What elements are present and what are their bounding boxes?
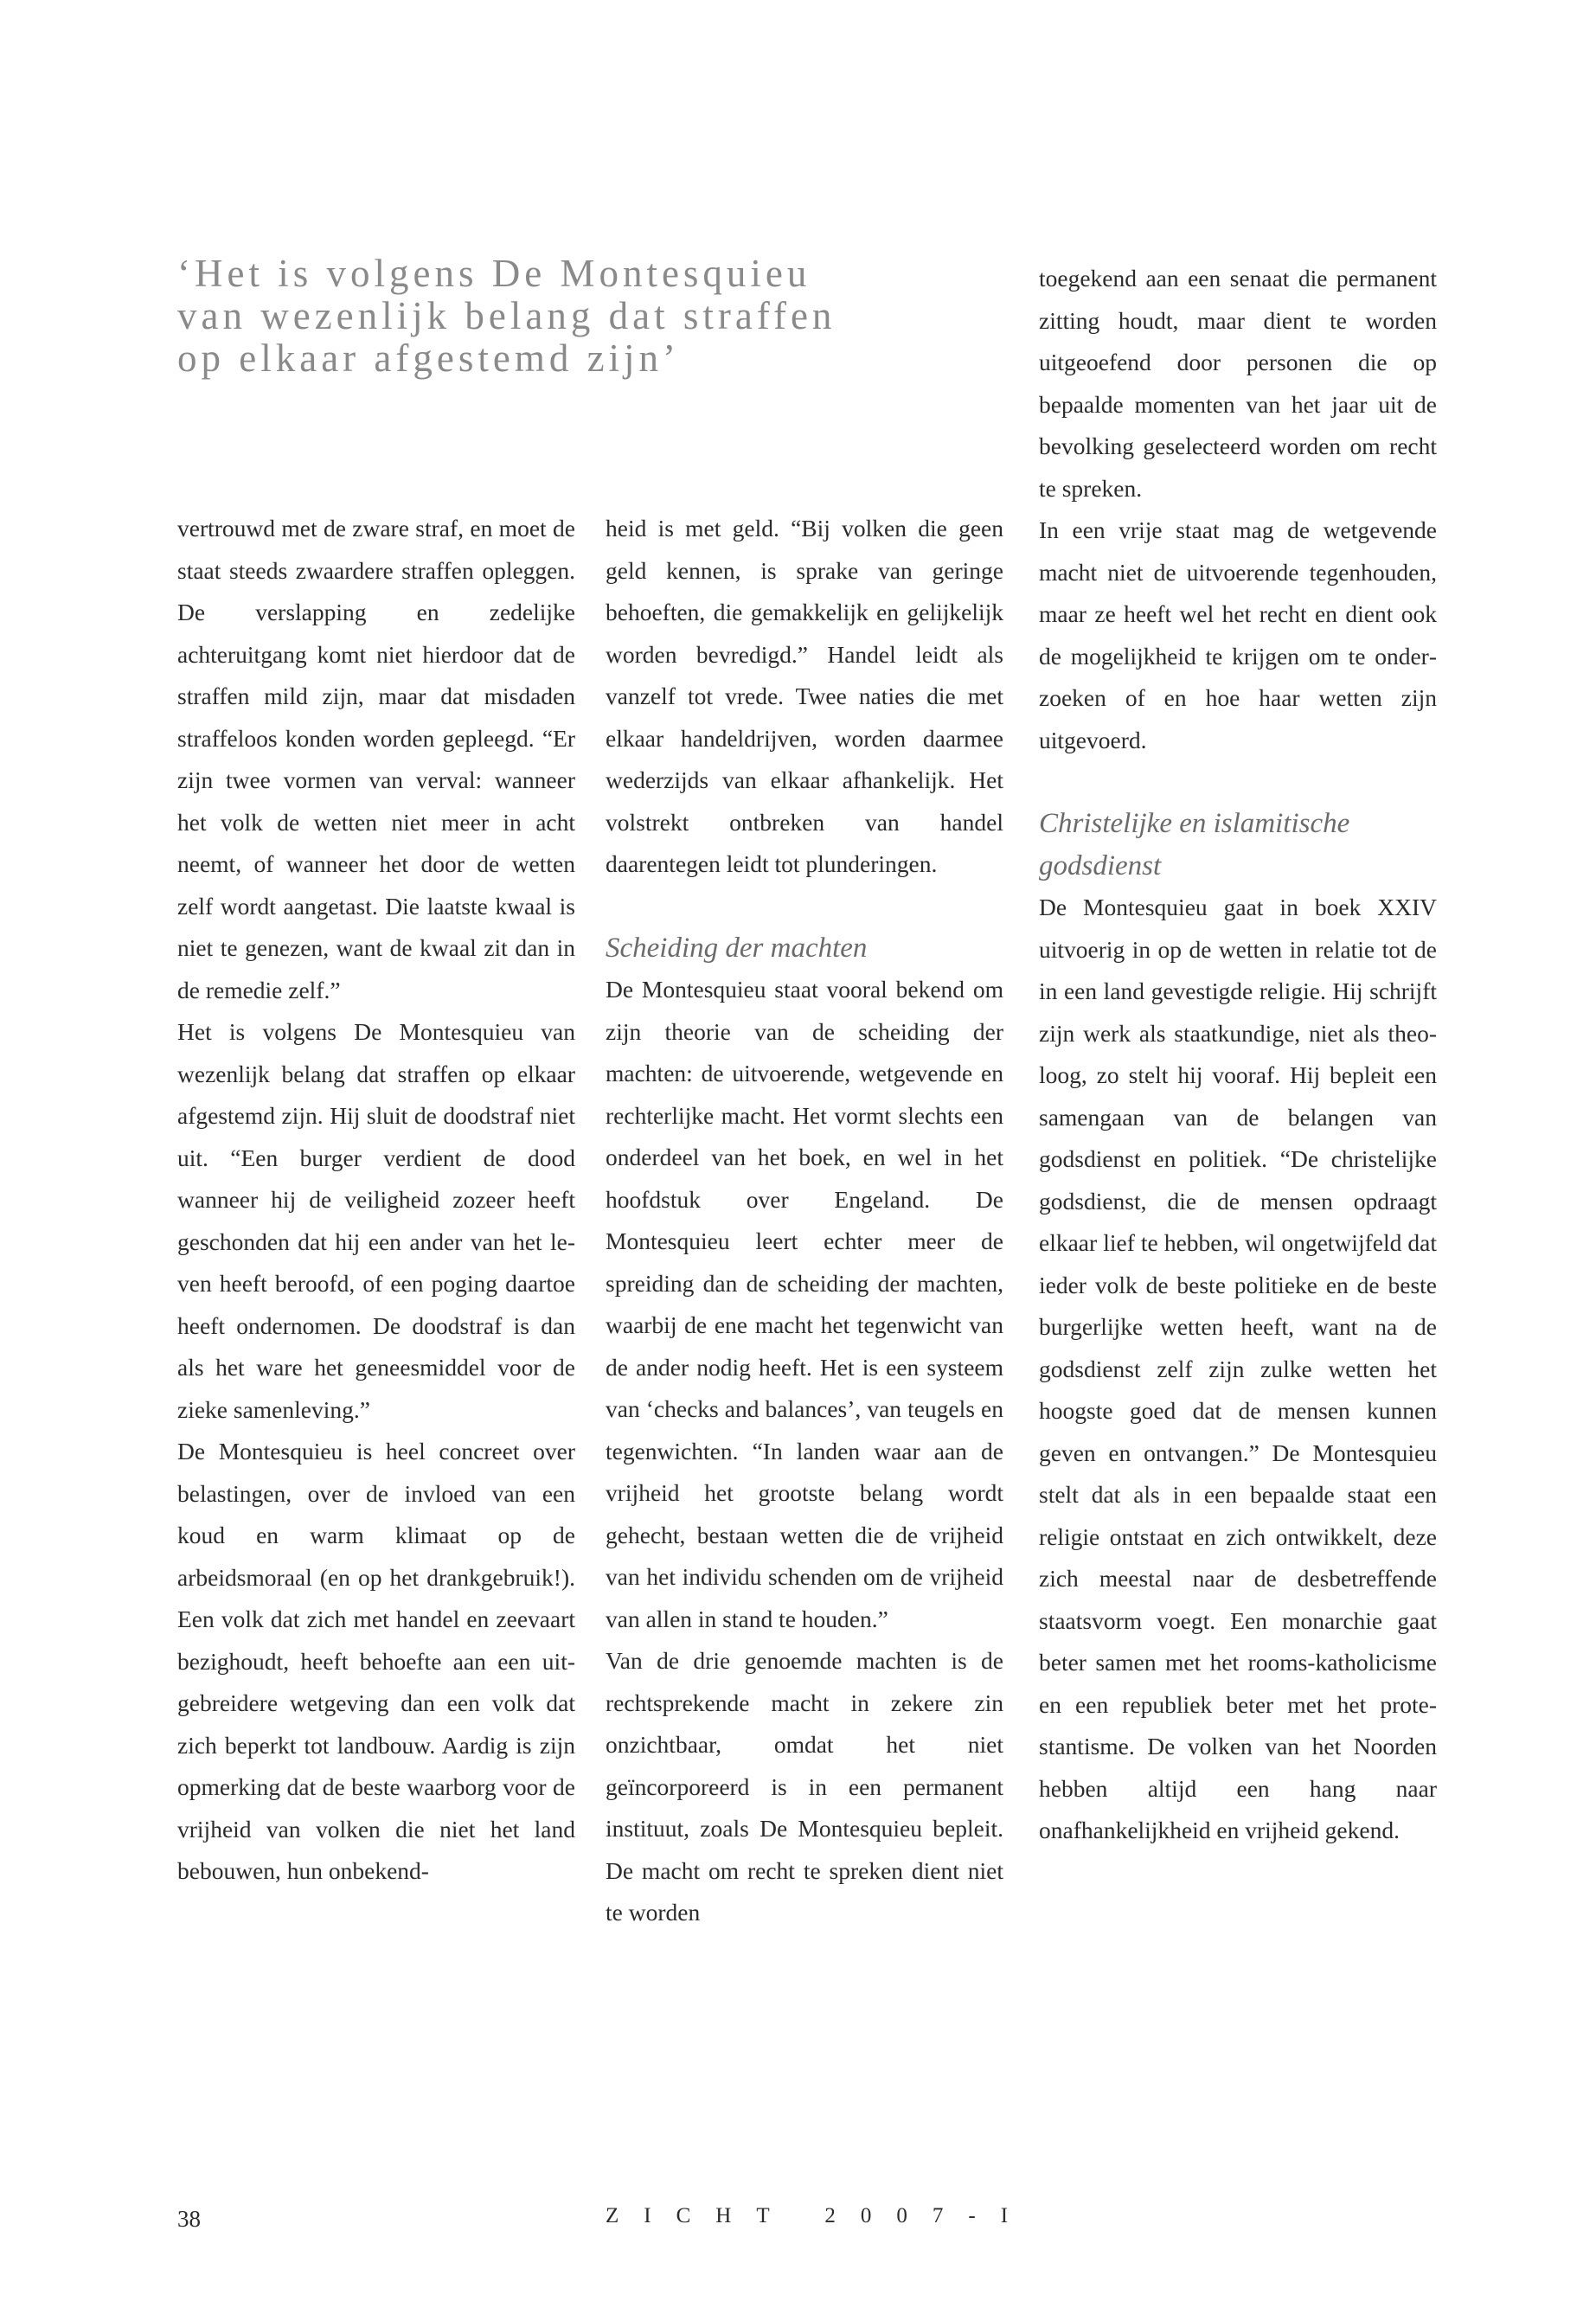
paragraph: In een vrije staat mag de wetgevende macht niet de uitvoerende tegenhouden, maar ze heeft wel het recht en dient ook de mogelijkheid te krijgen om te onderzoeken of en hoe haar wetten zijn uitgevoerd. — [1039, 516, 1437, 753]
paragraph: Van de drie genoemde machten is de rechtsprekende macht in zekere zin onzichtbaar, omdat het niet geïncorporeerd is in een permanent instituut, zoals De Montesquieu bepleit. De macht om recht te spreken dient niet te worden — [606, 1647, 1003, 1926]
paragraph: toegekend aan een senaat die permanent zitting houdt, maar dient te worden uitgeoefend door personen die op bepaalde momenten van het jaar uit de bevolking geselecteerd worden om recht te spreken. — [1039, 265, 1437, 502]
section-heading-scheiding: Scheiding der machten — [606, 932, 868, 964]
pull-quote — [177, 253, 990, 380]
section-heading-godsdienst: Christelijke en islamitische godsdienst — [1039, 808, 1350, 881]
text-column-2 — [606, 508, 1003, 1934]
text-column-1 — [177, 508, 575, 1893]
section-spacer — [1039, 761, 1437, 803]
magazine-footer: ZICHT 2007-I — [606, 2204, 1034, 2227]
pull-quote-line: ‘Het is volgens De Montesquieu — [177, 252, 811, 295]
paragraph: De Montesquieu staat vooral bekend om zijn theorie van de scheiding der machten: de uitvoerende, wetgevende en rechterlijke macht. Het vormt slechts een onderdeel van het boek, en wel in het hoofdstuk over Engeland. De Montesquieu leert echter meer de spreiding dan de scheiding der machten, waarbij de ene macht het tegenwicht van de ander nodig heeft. Het is een systeem van ‘checks and balances’, van teugels en tegenwichten. “In landen waar aan de vrijheid het grootste belang wordt gehecht, bestaan wetten die de vrijheid van het individu schenden om de vrijheid van allen in stand te houden.” — [606, 976, 1003, 1632]
paragraph: De Montesquieu gaat in boek XXIV uitvoerig in op de wetten in relatie tot de in een land gevestigde religie. Hij schrijft zijn werk als staatkundige, niet als theoloog, zo stelt hij vooraf. Hij bepleit een samengaan van de belangen van godsdienst en politiek. “De christelijke godsdienst, die de mensen opdraagt elkaar lief te hebben, wil ongetwijfeld dat ieder volk de beste politieke en de beste burgerlijke wetten heeft, want na de godsdienst zelf zijn zulke wetten het hoogste goed dat de mensen kunnen geven en ontvangen.” De Montesquieu stelt dat als in een bepaalde staat een religie ontstaat en zich ontwikkelt, deze zich meestal naar de desbetreffende staatsvorm voegt. Een monarchie gaat beter samen met het rooms-katholicisme en een republiek beter met het protestantisme. De volken van het Noorden hebben altijd een hang naar onafhankelijkheid en vrijheid gekend. — [1039, 894, 1437, 1843]
pull-quote-line: van wezenlijk belang dat straffen — [177, 294, 836, 337]
section-spacer — [606, 886, 1003, 927]
paragraph: vertrouwd met de zware straf, en moet de staat steeds zwaardere straffen opleggen. De verslapping en zedelijke achteruitgang komt niet hierdoor dat de straffen mild zijn, maar dat misdaden straffeloos konden worden gepleegd. “Er zijn twee vormen van verval: wanneer het volk de wetten niet meer in acht neemt, of wanneer het door de wetten zelf wordt aangetast. Die laatste kwaal is niet te genezen, want de kwaal zit dan in de remedie zelf.” — [177, 515, 575, 1003]
page-number: 38 — [177, 2206, 201, 2232]
paragraph: Het is volgens De Montesquieu van wezenlijk belang dat straffen op elkaar afgestemd zijn. Hij sluit de doodstraf niet uit. “Een burger verdient de dood wanneer hij de veiligheid zozeer heeft geschonden dat hij een ander van het leven heeft beroofd, of een poging daartoe heeft ondernomen. De doodstraf is dan als het ware het geneesmiddel voor de zieke samenleving.” — [177, 1018, 575, 1423]
text-column-3 — [1039, 258, 1437, 1852]
paragraph: De Montesquieu is heel concreet over belastingen, over de invloed van een koud en warm klimaat op de arbeidsmoraal (en op het drankgebruik!). Een volk dat zich met handel en zeevaart bezighoudt, heeft behoefte aan een uitgebreidere wetgeving dan een volk dat zich beperkt tot landbouw. Aardig is zijn opmerking dat de beste waarborg voor de vrijheid van volken die niet het land bebouwen, hun onbekend- — [177, 1438, 575, 1884]
paragraph: heid is met geld. “Bij volken die geen geld kennen, is sprake van geringe behoeften, die gemakkelijk en gelijkelijk worden bevredigd.” Handel leidt als vanzelf tot vrede. Twee naties die met elkaar handeldrijven, worden daarmee wederzijds van elkaar afhankelijk. Het volstrekt ontbreken van handel daarentegen leidt tot plunderingen. — [606, 515, 1003, 877]
pull-quote-line: op elkaar afgestemd zijn’ — [177, 336, 681, 380]
